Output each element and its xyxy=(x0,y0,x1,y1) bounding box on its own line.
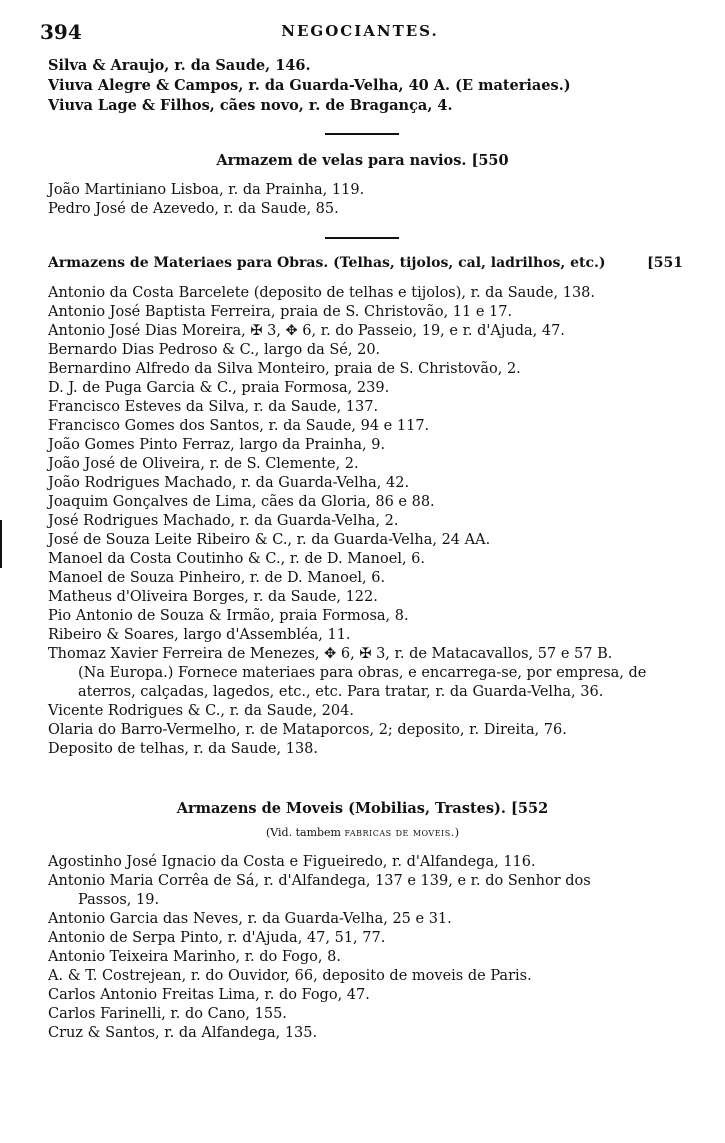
list-item: José de Souza Leite Ribeiro & C., r. da Guarda-Velha, 24 AA. xyxy=(48,532,491,548)
list-item: Antonio José Baptista Ferreira, praia de S. Christovão, 11 e 17. xyxy=(48,304,513,320)
list-item-continuation: (Na Europa.) Fornece materiaes para obras, e encarrega-se, por empresa, de xyxy=(78,665,647,681)
margin-mark xyxy=(0,520,2,568)
list-item: D. J. de Puga Garcia & C., praia Formosa, 239. xyxy=(48,380,390,396)
list-item: Carlos Antonio Freitas Lima, r. do Fogo, 47. xyxy=(48,987,370,1003)
list-item: Thomaz Xavier Ferreira de Menezes, ✥ 6, ✠ 3, r. de Matacavallos, 57 e 57 B. xyxy=(48,646,613,662)
list-item: A. & T. Costrejean, r. do Ouvidor, 66, deposito de moveis de Paris. xyxy=(48,968,532,984)
list-item: Cruz & Santos, r. da Alfandega, 135. xyxy=(48,1025,318,1041)
cross-reference-note xyxy=(0,826,725,840)
intro-line: Silva & Araujo, r. da Saude, 146. xyxy=(48,57,311,74)
list-item: Carlos Farinelli, r. do Cano, 155. xyxy=(48,1006,287,1022)
list-item-continuation: aterros, calçadas, lagedos, etc., etc. Para tratar, r. da Guarda-Velha, 36. xyxy=(78,684,604,700)
note-suffix: ) xyxy=(454,826,459,839)
section-title: Armazens de Materiaes para Obras. (Telhas, tijolos, cal, ladrilhos, etc.) xyxy=(48,255,606,271)
list-item: Olaria do Barro-Vermelho, r. de Mataporcos, 2; deposito, r. Direita, 76. xyxy=(48,722,567,738)
list-item: Antonio Teixeira Marinho, r. do Fogo, 8. xyxy=(48,949,341,965)
running-head: NEGOCIANTES. xyxy=(281,22,439,40)
section-number: [550 xyxy=(471,152,509,169)
list-item: João Gomes Pinto Ferraz, largo da Prainha, 9. xyxy=(48,437,386,453)
list-item: João José de Oliveira, r. de S. Clemente, 2. xyxy=(48,456,359,472)
list-item: Joaquim Gonçalves de Lima, cães da Gloria, 86 e 88. xyxy=(48,494,435,510)
section-title: Armazem de velas para navios. xyxy=(216,152,467,169)
section-heading-moveis xyxy=(0,799,725,818)
section-divider xyxy=(325,237,399,239)
list-item: Pedro José de Azevedo, r. da Saude, 85. xyxy=(48,201,339,217)
intro-line: Viuva Lage & Filhos, cães novo, r. de Bragança, 4. xyxy=(48,97,453,114)
list-item: Antonio Maria Corrêa de Sá, r. d'Alfandega, 137 e 139, e r. do Senhor dos xyxy=(48,873,591,889)
list-item: Agostinho José Ignacio da Costa e Figueiredo, r. d'Alfandega, 116. xyxy=(48,854,536,870)
section-heading-materiaes xyxy=(48,254,683,273)
list-item: João Rodrigues Machado, r. da Guarda-Velha, 42. xyxy=(48,475,410,491)
section-title: Armazens de Moveis (Mobilias, Trastes). xyxy=(176,800,506,817)
list-item: Manoel de Souza Pinheiro, r. de D. Manoel, 6. xyxy=(48,570,386,586)
list-item: Antonio da Costa Barcelete (deposito de telhas e tijolos), r. da Saude, 138. xyxy=(48,285,595,301)
note-prefix: (Vid. tambem xyxy=(266,826,341,839)
list-item: Antonio de Serpa Pinto, r. d'Ajuda, 47, 51, 77. xyxy=(48,930,386,946)
note-reference: fabricas de moveis. xyxy=(344,826,455,839)
section-number: [552 xyxy=(511,800,549,817)
page-header xyxy=(40,20,680,48)
list-item: Antonio Garcia das Neves, r. da Guarda-Velha, 25 e 31. xyxy=(48,911,452,927)
section-heading-velas xyxy=(0,151,725,170)
list-item: Bernardino Alfredo da Silva Monteiro, praia de S. Christovão, 2. xyxy=(48,361,521,377)
list-item: Vicente Rodrigues & C., r. da Saude, 204. xyxy=(48,703,354,719)
section-divider xyxy=(325,133,399,135)
list-item: Bernardo Dias Pedroso & C., largo da Sé, 20. xyxy=(48,342,381,358)
list-item: Francisco Gomes dos Santos, r. da Saude, 94 e 117. xyxy=(48,418,430,434)
intro-line: Viuva Alegre & Campos, r. da Guarda-Velha, 40 A. (E materiaes.) xyxy=(48,77,571,94)
list-item: Antonio José Dias Moreira, ✠ 3, ✥ 6, r. do Passeio, 19, e r. d'Ajuda, 47. xyxy=(48,323,565,339)
list-item-continuation: Passos, 19. xyxy=(78,892,160,908)
list-item: Ribeiro & Soares, largo d'Assembléa, 11. xyxy=(48,627,351,643)
list-item: Manoel da Costa Coutinho & C., r. de D. Manoel, 6. xyxy=(48,551,426,567)
list-item: Deposito de telhas, r. da Saude, 138. xyxy=(48,741,318,757)
list-item: Matheus d'Oliveira Borges, r. da Saude, 122. xyxy=(48,589,378,605)
list-item: Francisco Esteves da Silva, r. da Saude, 137. xyxy=(48,399,379,415)
list-item: Pio Antonio de Souza & Irmão, praia Formosa, 8. xyxy=(48,608,409,624)
page-number: 394 xyxy=(40,20,82,44)
list-item: João Martiniano Lisboa, r. da Prainha, 119. xyxy=(48,182,365,198)
section-number: [551 xyxy=(647,255,683,271)
list-item: José Rodrigues Machado, r. da Guarda-Velha, 2. xyxy=(48,513,399,529)
